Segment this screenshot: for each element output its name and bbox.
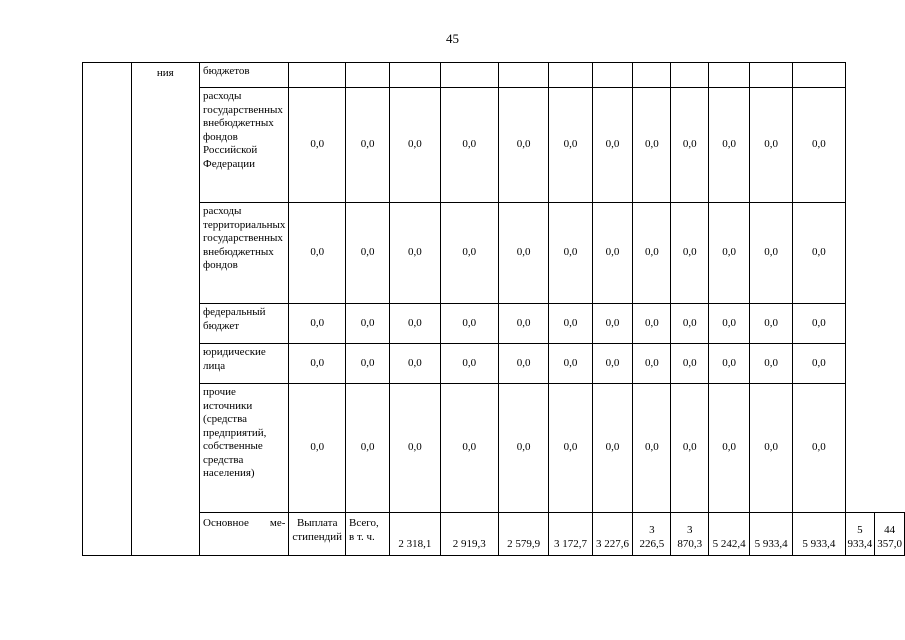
value-cell: 0,0 bbox=[346, 344, 390, 384]
value-cell: 0,0 bbox=[633, 88, 671, 203]
value-cell: 0,0 bbox=[671, 88, 709, 203]
value-cell: 0,0 bbox=[440, 203, 498, 304]
value-cell: 0,0 bbox=[498, 304, 548, 344]
value-cell: 0,0 bbox=[289, 344, 346, 384]
value-cell: 0,0 bbox=[498, 384, 548, 513]
value-cell: 5 933,4 bbox=[793, 513, 845, 556]
value-cell: 2 919,3 bbox=[440, 513, 498, 556]
value-cell: 0,0 bbox=[440, 384, 498, 513]
value-cell: 0,0 bbox=[390, 88, 440, 203]
value-cell: 0,0 bbox=[749, 304, 792, 344]
activity-name-cell: ния bbox=[131, 63, 199, 556]
value-cell: 0,0 bbox=[709, 344, 750, 384]
value-cell: 5 933,4 bbox=[845, 513, 875, 556]
value-cell: 0,0 bbox=[498, 88, 548, 203]
value-cell: 0,0 bbox=[709, 304, 750, 344]
value-cell: 0,0 bbox=[549, 384, 592, 513]
page-number: 45 bbox=[446, 31, 459, 46]
value-cell: 0,0 bbox=[498, 203, 548, 304]
value-cell: 0,0 bbox=[671, 344, 709, 384]
value-cell: 0,0 bbox=[289, 203, 346, 304]
source-label-cell: Всего, в т. ч. bbox=[346, 513, 390, 556]
value-cell: 0,0 bbox=[592, 384, 633, 513]
value-cell: 0,0 bbox=[390, 384, 440, 513]
value-cell: 0,0 bbox=[793, 304, 845, 344]
value-cell: 0,0 bbox=[671, 304, 709, 344]
value-cell: 0,0 bbox=[671, 203, 709, 304]
source-label-cell: бюджетов bbox=[200, 63, 289, 88]
value-cell: 2 579,9 bbox=[498, 513, 548, 556]
value-cell: 0,0 bbox=[289, 384, 346, 513]
value-cell: 0,0 bbox=[549, 203, 592, 304]
value-cell: 0,0 bbox=[549, 88, 592, 203]
value-cell: 0,0 bbox=[592, 88, 633, 203]
value-cell: 3 226,5 bbox=[633, 513, 671, 556]
value-cell: 0,0 bbox=[289, 304, 346, 344]
value-cell: 0,0 bbox=[671, 384, 709, 513]
value-cell: 0,0 bbox=[709, 203, 750, 304]
value-cell: 0,0 bbox=[549, 304, 592, 344]
value-cell: 0,0 bbox=[749, 88, 792, 203]
value-cell: 0,0 bbox=[633, 203, 671, 304]
value-cell: 0,0 bbox=[749, 203, 792, 304]
value-cell: 0,0 bbox=[793, 88, 845, 203]
value-cell: 0,0 bbox=[346, 384, 390, 513]
value-cell: 0,0 bbox=[633, 304, 671, 344]
value-cell: 0,0 bbox=[592, 203, 633, 304]
value-cell: 5 933,4 bbox=[749, 513, 792, 556]
source-label-cell: расходы государственных внебюджетных фондов Российской Федерации bbox=[200, 88, 289, 203]
table-row bbox=[83, 88, 905, 203]
value-cell: 0,0 bbox=[390, 304, 440, 344]
value-cell: 5 242,4 bbox=[709, 513, 750, 556]
value-cell: 0,0 bbox=[793, 203, 845, 304]
value-cell: 0,0 bbox=[592, 344, 633, 384]
value-cell: 3 870,3 bbox=[671, 513, 709, 556]
value-cell: 0,0 bbox=[440, 304, 498, 344]
value-cell: 0,0 bbox=[709, 88, 750, 203]
table-row bbox=[83, 513, 905, 556]
table-row bbox=[83, 304, 905, 344]
value-cell: 3 227,6 bbox=[592, 513, 633, 556]
source-label-cell: юридические лица bbox=[200, 344, 289, 384]
activity-type-cell: Основное ме- bbox=[200, 513, 289, 556]
value-cell: 0,0 bbox=[390, 203, 440, 304]
table-row bbox=[83, 384, 905, 513]
value-cell: 0,0 bbox=[793, 384, 845, 513]
value-cell: 0,0 bbox=[749, 344, 792, 384]
value-cell: 2 318,1 bbox=[390, 513, 440, 556]
table-row bbox=[83, 203, 905, 304]
value-cell: 0,0 bbox=[346, 88, 390, 203]
value-cell: 0,0 bbox=[633, 384, 671, 513]
value-cell: 0,0 bbox=[549, 344, 592, 384]
value-cell: 44 357,0 bbox=[875, 513, 905, 556]
value-cell: 0,0 bbox=[498, 344, 548, 384]
source-label-cell: прочие источники (средства предприятий, собственные средства населения) bbox=[200, 384, 289, 513]
activity-name-cell: Выплата стипендий bbox=[289, 513, 346, 556]
table-row bbox=[83, 344, 905, 384]
value-cell: 0,0 bbox=[749, 384, 792, 513]
value-cell: 0,0 bbox=[709, 384, 750, 513]
value-cell: 0,0 bbox=[633, 344, 671, 384]
table-row bbox=[83, 63, 905, 88]
budget-table bbox=[82, 62, 905, 556]
value-cell: 0,0 bbox=[390, 344, 440, 384]
value-cell: 0,0 bbox=[346, 304, 390, 344]
source-label-cell: федеральный бюджет bbox=[200, 304, 289, 344]
value-cell: 0,0 bbox=[592, 304, 633, 344]
value-cell: 0,0 bbox=[793, 344, 845, 384]
value-cell: 0,0 bbox=[440, 344, 498, 384]
value-cell: 0,0 bbox=[440, 88, 498, 203]
value-cell: 0,0 bbox=[289, 88, 346, 203]
activity-cell-blank bbox=[83, 63, 132, 556]
source-label-cell: расходы территориальных государственных внебюджетных фондов bbox=[200, 203, 289, 304]
value-cell: 3 172,7 bbox=[549, 513, 592, 556]
value-cell: 0,0 bbox=[346, 203, 390, 304]
